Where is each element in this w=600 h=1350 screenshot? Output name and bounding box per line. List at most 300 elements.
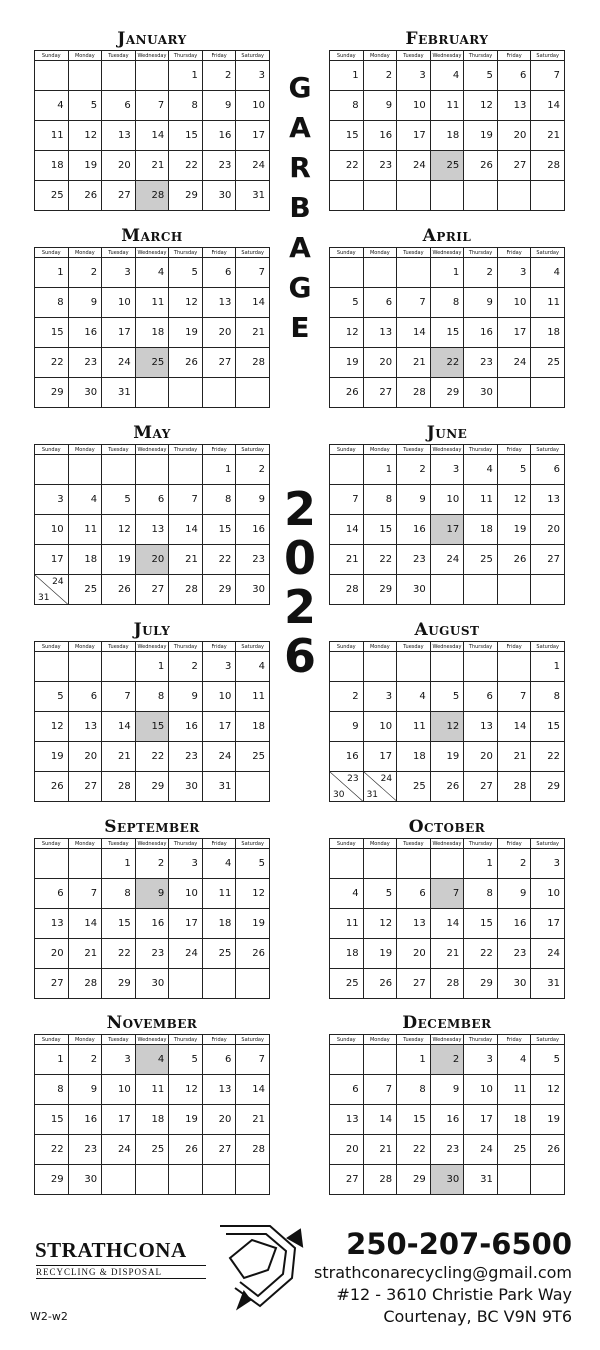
document-code: W2-w2 xyxy=(30,1310,68,1323)
day-number: 6 xyxy=(419,888,426,899)
day-cell xyxy=(497,772,531,802)
day-number: 15 xyxy=(547,721,560,732)
day-number: 21 xyxy=(345,554,359,565)
day-cell xyxy=(330,318,364,348)
day-number: 8 xyxy=(352,100,359,111)
day-number: 31 xyxy=(38,593,50,603)
day-number: 23 xyxy=(446,1144,460,1155)
day-cell xyxy=(397,121,431,151)
day-cell xyxy=(497,939,531,969)
day-number: 22 xyxy=(345,160,359,171)
day-cell xyxy=(35,515,69,545)
day-cell xyxy=(330,378,364,408)
day-number: 29 xyxy=(446,387,460,398)
day-number: 30 xyxy=(480,387,493,398)
day-cell xyxy=(202,151,236,181)
day-number: 18 xyxy=(446,130,460,141)
weekday-header: Saturday xyxy=(531,1035,565,1045)
weekday-header: Monday xyxy=(68,51,102,61)
day-cell xyxy=(464,91,498,121)
day-number: 16 xyxy=(218,130,232,141)
day-cell xyxy=(68,575,102,605)
day-cell xyxy=(464,121,498,151)
day-number: 31 xyxy=(117,387,131,398)
day-number: 30 xyxy=(446,1174,460,1185)
day-cell xyxy=(464,1165,498,1195)
weekday-header: Friday xyxy=(202,51,236,61)
weekday-header: Saturday xyxy=(531,839,565,849)
day-cell xyxy=(35,772,69,802)
day-cell xyxy=(330,545,364,575)
day-cell xyxy=(68,742,102,772)
day-cell xyxy=(202,652,236,682)
day-cell xyxy=(363,909,397,939)
weekday-header: Saturday xyxy=(236,642,270,652)
day-number: 7 xyxy=(258,267,265,278)
empty-day-cell xyxy=(135,378,169,408)
empty-day-cell xyxy=(169,455,203,485)
empty-day-cell xyxy=(236,1165,270,1195)
day-number: 31 xyxy=(547,978,560,989)
day-cell xyxy=(169,515,203,545)
month-august xyxy=(329,619,565,802)
day-cell xyxy=(464,515,498,545)
month-september xyxy=(34,816,270,999)
day-cell xyxy=(464,909,498,939)
day-number: 12 xyxy=(345,327,359,338)
day-number: 13 xyxy=(379,327,393,338)
pickup-day-cell xyxy=(430,1165,464,1195)
day-number: 22 xyxy=(412,1144,426,1155)
weekday-header: Sunday xyxy=(330,248,364,258)
day-cell xyxy=(102,575,136,605)
month-grid xyxy=(34,444,270,605)
day-number: 29 xyxy=(185,190,198,201)
day-number: 26 xyxy=(50,781,64,792)
day-number: 6 xyxy=(225,1054,232,1065)
day-number: 20 xyxy=(480,751,493,762)
day-cell xyxy=(497,455,531,485)
day-number: 9 xyxy=(486,297,493,308)
day-cell xyxy=(531,1135,565,1165)
day-number: 9 xyxy=(90,1084,98,1095)
day-number: 14 xyxy=(185,524,198,535)
day-number: 9 xyxy=(419,494,426,505)
day-number: 2 xyxy=(90,1054,98,1065)
day-number: 3 xyxy=(191,858,198,869)
day-cell xyxy=(464,969,498,999)
day-number: 4 xyxy=(352,888,359,899)
month-grid xyxy=(329,1034,565,1195)
day-number: 16 xyxy=(345,751,359,762)
day-cell xyxy=(330,939,364,969)
day-number: 28 xyxy=(446,978,460,989)
weekday-header: Wednesday xyxy=(135,1035,169,1045)
day-cell xyxy=(363,455,397,485)
day-number: 23 xyxy=(84,357,98,368)
day-cell xyxy=(102,772,136,802)
empty-day-cell xyxy=(464,652,498,682)
month-grid xyxy=(329,247,565,408)
day-number: 14 xyxy=(252,1084,265,1095)
day-cell xyxy=(397,1075,431,1105)
empty-day-cell xyxy=(330,258,364,288)
day-cell xyxy=(497,1135,531,1165)
day-cell xyxy=(135,682,169,712)
weekday-header: Sunday xyxy=(35,445,69,455)
day-number: 5 xyxy=(520,464,527,475)
weekday-header: Thursday xyxy=(169,1035,203,1045)
strathcona-logo xyxy=(30,1218,310,1318)
day-number: 7 xyxy=(90,888,98,899)
day-number: 18 xyxy=(252,721,265,732)
day-number: 11 xyxy=(480,494,493,505)
day-cell xyxy=(68,879,102,909)
day-number: 26 xyxy=(117,584,131,595)
day-number: 11 xyxy=(252,691,265,702)
day-number: 25 xyxy=(446,160,460,171)
day-cell xyxy=(68,1075,102,1105)
day-number: 30 xyxy=(333,790,345,800)
day-number: 7 xyxy=(452,888,460,899)
day-cell xyxy=(202,1075,236,1105)
empty-day-cell xyxy=(430,652,464,682)
day-number: 26 xyxy=(185,357,198,368)
day-cell xyxy=(330,1105,364,1135)
empty-day-cell xyxy=(202,969,236,999)
weekday-header: Friday xyxy=(497,642,531,652)
day-number: 23 xyxy=(185,751,198,762)
day-cell xyxy=(363,288,397,318)
day-number: 23 xyxy=(151,948,165,959)
weekday-header: Wednesday xyxy=(135,248,169,258)
day-cell xyxy=(169,1045,203,1075)
day-number: 13 xyxy=(117,130,131,141)
day-number: 1 xyxy=(452,267,460,278)
day-number: 16 xyxy=(480,327,493,338)
day-number: 16 xyxy=(252,524,265,535)
day-cell xyxy=(464,61,498,91)
day-cell xyxy=(397,91,431,121)
day-cell xyxy=(531,455,565,485)
day-number: 24 xyxy=(185,948,198,959)
day-cell xyxy=(236,939,270,969)
day-number: 22 xyxy=(379,554,393,565)
empty-day-cell xyxy=(135,1165,169,1195)
day-cell xyxy=(102,849,136,879)
day-number: 30 xyxy=(218,190,232,201)
day-number: 23 xyxy=(252,554,265,565)
weekday-header: Friday xyxy=(202,839,236,849)
day-number: 17 xyxy=(379,751,393,762)
day-cell xyxy=(363,515,397,545)
day-cell xyxy=(397,939,431,969)
day-cell xyxy=(102,1045,136,1075)
month-may xyxy=(34,422,270,605)
day-number: 19 xyxy=(547,1114,560,1125)
day-number: 8 xyxy=(57,1084,64,1095)
day-number: 2 xyxy=(191,661,198,672)
day-number: 21 xyxy=(151,160,165,171)
day-number: 27 xyxy=(547,554,560,565)
day-cell xyxy=(202,485,236,515)
day-number: 2 xyxy=(385,70,393,81)
month-november xyxy=(34,1012,270,1195)
city-address: Courtenay, BC V9N 9T6 xyxy=(383,1307,572,1326)
day-cell xyxy=(68,288,102,318)
day-cell xyxy=(363,91,397,121)
day-cell xyxy=(397,1105,431,1135)
weekday-header: Monday xyxy=(68,445,102,455)
day-cell xyxy=(497,1105,531,1135)
month-title: April xyxy=(422,226,472,246)
day-cell xyxy=(135,318,169,348)
day-cell xyxy=(202,742,236,772)
day-cell xyxy=(464,288,498,318)
day-number: 10 xyxy=(446,494,460,505)
day-cell xyxy=(397,455,431,485)
empty-day-cell xyxy=(135,455,169,485)
day-number: 13 xyxy=(345,1114,359,1125)
day-cell xyxy=(464,1045,498,1075)
day-cell xyxy=(430,939,464,969)
day-cell xyxy=(397,742,431,772)
weekday-header: Tuesday xyxy=(102,1035,136,1045)
day-number: 17 xyxy=(446,524,460,535)
day-cell xyxy=(531,121,565,151)
day-cell xyxy=(464,545,498,575)
day-number: 12 xyxy=(84,130,98,141)
day-number: 16 xyxy=(379,130,393,141)
month-june xyxy=(329,422,565,605)
day-cell xyxy=(497,288,531,318)
day-number: 30 xyxy=(151,978,165,989)
day-cell xyxy=(135,772,169,802)
day-number: 18 xyxy=(547,327,560,338)
day-cell xyxy=(135,151,169,181)
day-cell xyxy=(102,485,136,515)
day-number: 28 xyxy=(547,160,560,171)
empty-day-cell xyxy=(135,61,169,91)
day-number: 19 xyxy=(379,948,393,959)
day-cell xyxy=(531,91,565,121)
empty-day-cell xyxy=(169,378,203,408)
day-cell xyxy=(330,1075,364,1105)
day-cell xyxy=(102,1075,136,1105)
day-cell xyxy=(531,1075,565,1105)
day-cell xyxy=(497,712,531,742)
day-number: 2 xyxy=(258,464,265,475)
weekday-header: Saturday xyxy=(236,839,270,849)
day-number: 28 xyxy=(252,357,265,368)
day-number: 17 xyxy=(547,918,560,929)
pickup-day-cell xyxy=(430,879,464,909)
day-cell xyxy=(430,969,464,999)
day-cell xyxy=(464,151,498,181)
day-number: 6 xyxy=(553,464,560,475)
day-cell xyxy=(102,879,136,909)
day-cell xyxy=(430,682,464,712)
empty-day-cell xyxy=(531,575,565,605)
day-number: 14 xyxy=(117,721,131,732)
day-cell xyxy=(464,485,498,515)
day-cell xyxy=(531,939,565,969)
day-cell xyxy=(236,1105,270,1135)
pickup-day-cell xyxy=(135,879,169,909)
day-number: 28 xyxy=(117,781,131,792)
day-cell xyxy=(497,515,531,545)
empty-day-cell xyxy=(102,652,136,682)
day-number: 31 xyxy=(480,1174,493,1185)
day-cell xyxy=(464,378,498,408)
weekday-header: Friday xyxy=(497,839,531,849)
month-title: December xyxy=(402,1013,492,1033)
day-number: 11 xyxy=(345,918,359,929)
day-cell xyxy=(35,151,69,181)
day-cell xyxy=(330,969,364,999)
pickup-day-cell xyxy=(430,348,464,378)
day-cell xyxy=(531,879,565,909)
day-cell xyxy=(330,485,364,515)
day-number: 26 xyxy=(513,554,527,565)
day-cell xyxy=(236,682,270,712)
day-number: 27 xyxy=(50,978,64,989)
day-number: 24 xyxy=(218,751,232,762)
day-cell xyxy=(102,969,136,999)
day-cell xyxy=(464,849,498,879)
day-number: 24 xyxy=(380,774,393,784)
day-number: 26 xyxy=(480,160,493,171)
day-cell xyxy=(135,742,169,772)
day-cell xyxy=(430,91,464,121)
day-cell xyxy=(135,1075,169,1105)
day-number: 1 xyxy=(225,464,232,475)
day-cell xyxy=(497,879,531,909)
day-number: 1 xyxy=(419,1054,426,1065)
day-cell xyxy=(169,181,203,211)
day-cell xyxy=(430,258,464,288)
day-cell xyxy=(363,545,397,575)
empty-day-cell xyxy=(363,652,397,682)
day-cell xyxy=(531,61,565,91)
empty-day-cell xyxy=(236,969,270,999)
day-cell xyxy=(363,378,397,408)
weekday-header: Friday xyxy=(202,445,236,455)
day-number: 5 xyxy=(352,297,359,308)
empty-day-cell xyxy=(397,181,431,211)
day-number: 8 xyxy=(225,494,232,505)
day-cell xyxy=(35,1045,69,1075)
day-number: 23 xyxy=(218,160,232,171)
day-number: 9 xyxy=(258,494,265,505)
day-number: 30 xyxy=(252,584,265,595)
day-cell xyxy=(68,682,102,712)
day-cell xyxy=(169,879,203,909)
day-number: 10 xyxy=(218,691,232,702)
empty-day-cell xyxy=(102,455,136,485)
day-cell xyxy=(397,288,431,318)
year-digit: 0 xyxy=(283,531,316,585)
day-number: 10 xyxy=(117,1084,131,1095)
weekday-header: Wednesday xyxy=(430,839,464,849)
weekday-header: Sunday xyxy=(35,248,69,258)
day-number: 9 xyxy=(520,888,527,899)
day-cell xyxy=(363,969,397,999)
day-number: 28 xyxy=(252,1144,265,1155)
day-number: 1 xyxy=(486,858,493,869)
empty-day-cell xyxy=(330,181,364,211)
day-number: 4 xyxy=(157,1054,165,1065)
month-grid xyxy=(34,838,270,999)
day-cell xyxy=(35,378,69,408)
day-cell xyxy=(397,909,431,939)
empty-day-cell xyxy=(102,1165,136,1195)
day-number: 22 xyxy=(117,948,131,959)
day-number: 23 xyxy=(412,554,426,565)
day-number: 29 xyxy=(379,584,393,595)
day-cell xyxy=(202,121,236,151)
day-cell xyxy=(236,1075,270,1105)
day-cell xyxy=(531,909,565,939)
day-number: 15 xyxy=(218,524,232,535)
day-number: 25 xyxy=(252,751,265,762)
day-number: 12 xyxy=(185,297,198,308)
day-cell xyxy=(330,121,364,151)
day-number: 12 xyxy=(379,918,393,929)
day-number: 25 xyxy=(480,554,493,565)
day-cell xyxy=(35,712,69,742)
day-cell xyxy=(330,288,364,318)
day-number: 15 xyxy=(480,918,493,929)
day-cell xyxy=(330,91,364,121)
day-number: 21 xyxy=(84,948,98,959)
day-number: 6 xyxy=(520,70,527,81)
day-cell xyxy=(35,939,69,969)
day-cell xyxy=(102,545,136,575)
day-cell xyxy=(236,318,270,348)
day-number: 27 xyxy=(218,1144,232,1155)
month-title: September xyxy=(104,817,200,837)
day-cell xyxy=(202,515,236,545)
day-number: 5 xyxy=(90,100,98,111)
day-cell xyxy=(330,61,364,91)
day-cell xyxy=(102,378,136,408)
month-grid xyxy=(329,838,565,999)
day-cell xyxy=(330,515,364,545)
day-number: 25 xyxy=(151,357,165,368)
day-number: 25 xyxy=(218,948,232,959)
day-cell xyxy=(169,712,203,742)
day-cell xyxy=(531,969,565,999)
day-cell xyxy=(363,1135,397,1165)
day-number: 2 xyxy=(157,858,165,869)
day-number: 18 xyxy=(480,524,493,535)
day-number: 20 xyxy=(513,130,527,141)
day-number: 14 xyxy=(513,721,527,732)
day-cell xyxy=(202,91,236,121)
day-cell xyxy=(68,181,102,211)
day-cell xyxy=(102,1135,136,1165)
day-number: 13 xyxy=(547,494,560,505)
day-cell xyxy=(102,1105,136,1135)
weekday-header: Sunday xyxy=(330,1035,364,1045)
day-number: 26 xyxy=(185,1144,198,1155)
day-cell xyxy=(397,879,431,909)
day-cell xyxy=(35,1105,69,1135)
logo-name: STRATHCONA xyxy=(35,1238,187,1262)
weekday-header: Tuesday xyxy=(397,51,431,61)
day-cell xyxy=(68,772,102,802)
